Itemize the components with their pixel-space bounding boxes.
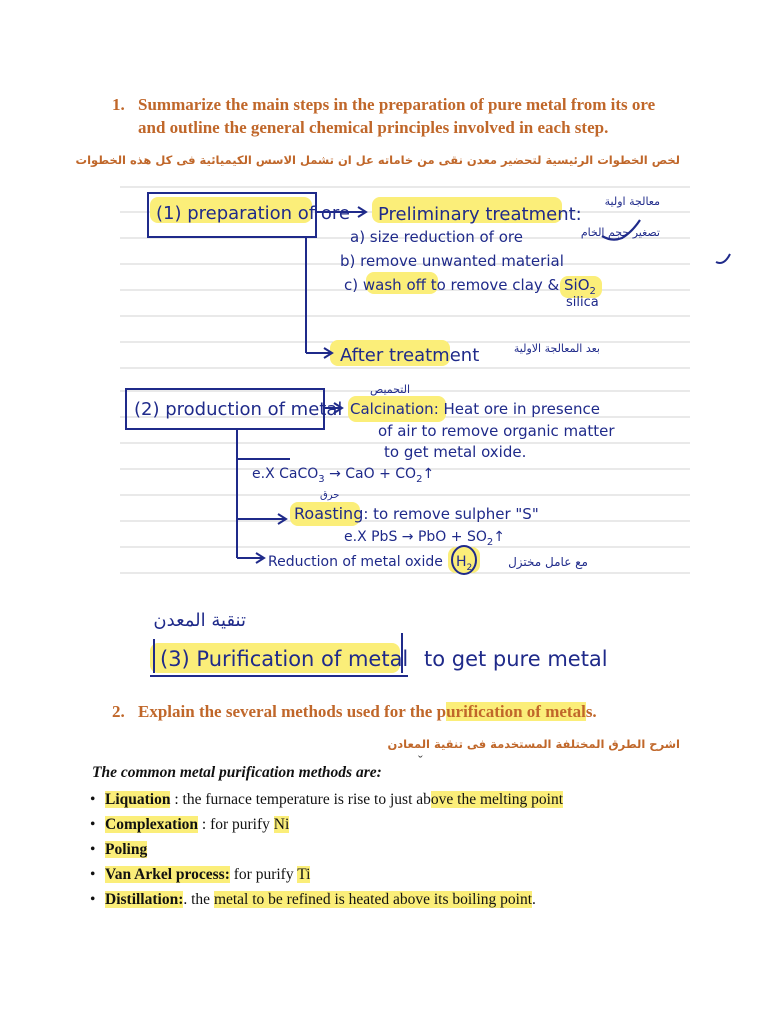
hydrogen-label: $H_2$ <box>456 554 473 573</box>
preliminary-arabic-note: معالجة اولية <box>604 195 660 208</box>
after-treatment-arabic-note: بعد المعالجة الاولية <box>513 342 600 355</box>
preliminary-treatment-label: Preliminary treatment: <box>378 204 582 225</box>
calcination-arabic-note: التحميص <box>370 383 410 396</box>
purification-arabic-heading: تنقية المعدن <box>153 610 246 631</box>
question-number: 2. <box>112 702 125 721</box>
step-c-text: c) wash off to remove clay & SiO$_2$ <box>344 276 596 297</box>
question-2-text-start: Explain the several methods used for the p <box>138 702 447 721</box>
method-item: • Complexation : for purify Ni <box>90 816 290 833</box>
example-2-equation: e.X PbS → PbO + $SO_2↑$ <box>344 529 505 548</box>
roasting-line: Roasting: to remove sulpher "S" <box>294 504 539 523</box>
method-name: Distillation: <box>105 891 184 908</box>
question-1-line-2: and outline the general chemical principles involved in each step. <box>138 118 609 137</box>
method-item: • Poling <box>90 841 148 858</box>
stray-mark: ˇ <box>418 754 423 769</box>
size-reduction-arabic-note: تصغير حجم الخام <box>580 226 660 239</box>
calcination-line-2: of air to remove organic matter <box>378 422 615 440</box>
step-a-text: a) size reduction of ore <box>350 228 523 246</box>
step-2-label: (2) production of metal <box>134 399 343 420</box>
methods-intro: The common metal purification methods are: <box>92 764 382 781</box>
method-item: • Van Arkel process: for purify Ti <box>90 866 311 883</box>
step-b-text: b) remove unwanted material <box>340 252 564 270</box>
step-3-result: to get pure metal <box>424 647 608 671</box>
question-2-text-end: s. <box>585 702 597 721</box>
method-item: • Liquation : the furnace temperature is rise to just above the melting point <box>90 791 564 808</box>
reduction-line: Reduction of metal oxide <box>268 554 443 570</box>
step-1-label: (1) preparation of ore <box>156 203 350 224</box>
question-2 <box>112 700 712 723</box>
calcination-line-3: to get metal oxide. <box>384 443 527 461</box>
question-1-line-1: Summarize the main steps in the preparation of pure metal from its ore <box>138 95 656 114</box>
silica-note: silica <box>566 295 599 310</box>
step-3-label: (3) Purification of metal <box>160 647 409 671</box>
method-name: Complexation <box>105 816 198 833</box>
question-1-arabic: لخص الخطوات الرئيسية لتحضير معدن نقى من خاماته عل ان تشمل الاسس الكيميائية فى كل هذه الخطوات <box>75 153 680 167</box>
after-treatment-label: After treatment <box>340 345 480 366</box>
methods-list <box>90 787 690 912</box>
reduction-arabic-note: مع عامل مختزل <box>508 555 588 569</box>
question-number: 1. <box>112 95 125 114</box>
question-2-highlight: urification of metal <box>446 702 586 721</box>
roasting-arabic-note: حرق <box>320 490 340 501</box>
method-name: Liquation <box>105 791 171 808</box>
method-name: Van Arkel process: <box>105 866 230 883</box>
calcination-line-1: Calcination: Heat ore in presence <box>350 400 600 418</box>
method-item: • Distillation:. the metal to be refined is heated above its boiling point. <box>90 891 536 908</box>
question-2-arabic: اشرح الطرق المختلفة المستخدمة فى تنقية المعادن <box>387 737 680 751</box>
method-name: Poling <box>105 841 148 858</box>
example-1-equation: e.X CaCO$_3$ → CaO + $CO_2↑$ <box>252 466 435 485</box>
